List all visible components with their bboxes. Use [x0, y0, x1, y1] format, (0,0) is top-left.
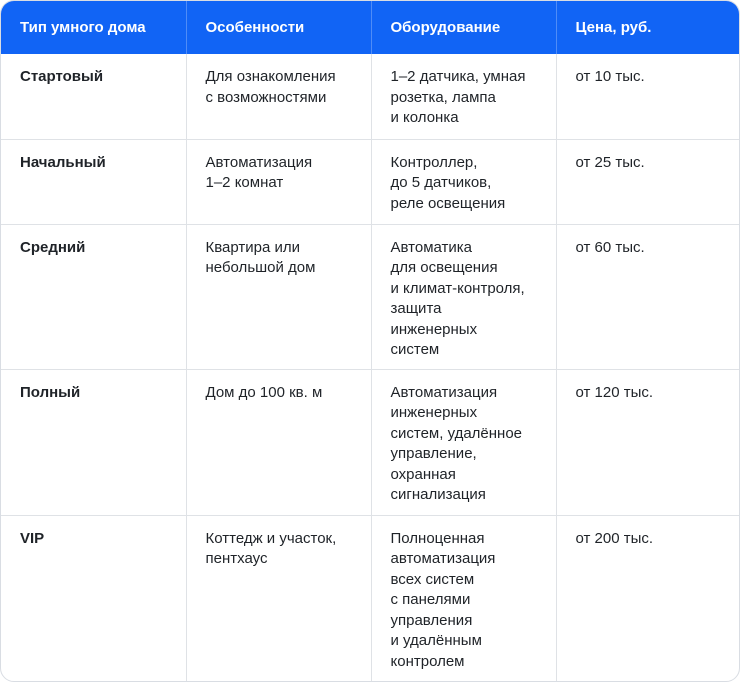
cell-price: от 120 тыс. [556, 369, 739, 515]
cell-features [186, 224, 371, 369]
cell-line: Полноценная [390, 529, 485, 547]
header-equipment: Оборудование [371, 1, 556, 54]
cell-line: и удалённым [390, 632, 482, 649]
table-row [1, 224, 739, 369]
cell-equipment [371, 369, 556, 515]
cell-line: всех систем [390, 570, 475, 588]
cell-line: систем [390, 341, 440, 358]
cell-line: инженерных [390, 404, 478, 421]
cell-equipment [371, 515, 556, 681]
cell-line: охранная [390, 465, 456, 483]
cell-type: Средний [1, 224, 186, 369]
cell-price: от 25 тыс. [556, 139, 739, 224]
cell-line: автоматизация [390, 550, 496, 567]
cell-line: систем, удалённое [390, 424, 523, 442]
header-row [1, 1, 739, 54]
cell-line: Квартира или [205, 238, 301, 256]
table-row [1, 515, 739, 681]
cell-line: до 5 датчиков, [390, 174, 492, 191]
cell-line: защита [390, 300, 442, 317]
cell-line: небольшой дом [205, 259, 316, 276]
table-header [1, 1, 739, 54]
cell-line: управления [390, 611, 473, 629]
cell-line: с панелями [390, 591, 471, 608]
cell-line: Коттедж и участок, [205, 529, 337, 547]
table-row [1, 369, 739, 515]
cell-type: Стартовый [20, 68, 104, 85]
cell-line: Автоматизация [205, 153, 313, 171]
cell-price: от 200 тыс. [556, 515, 739, 681]
cell-line: Для ознакомления [205, 68, 336, 85]
cell-line: сигнализация [390, 486, 486, 503]
cell-line: 1–2 комнат [205, 174, 284, 191]
cell-type: VIP [1, 515, 186, 681]
cell-equipment [371, 139, 556, 224]
cell-features [186, 54, 371, 139]
cell-line: Контроллер, [390, 153, 478, 171]
cell-features [186, 139, 371, 224]
header-price: Цена, руб. [556, 1, 739, 54]
cell-equipment [371, 54, 556, 139]
cell-line: контролем [390, 652, 465, 670]
cell-line: и колонка [390, 109, 459, 126]
cell-features [186, 515, 371, 681]
cell-line: Автоматика [390, 238, 472, 256]
cell-price: от 60 тыс. [556, 224, 739, 369]
cell-line: и климат-контроля, [390, 279, 525, 297]
header-type: Тип умного дома [1, 1, 186, 54]
cell-type: Полный [1, 369, 186, 515]
cell-line: Дом до 100 кв. м [205, 383, 323, 401]
table-body [1, 54, 739, 681]
cell-line: розетка, лампа [390, 88, 496, 106]
cell-line: для освещения [390, 259, 498, 276]
cell-equipment [371, 224, 556, 369]
table-row [1, 54, 739, 139]
cell-line: реле освещения [390, 194, 506, 212]
cell-type: Начальный [1, 139, 186, 224]
cell-line: пентхаус [205, 550, 268, 567]
cell-features [186, 369, 371, 515]
cell-line: Автоматизация [390, 383, 498, 401]
cell-line: инженерных [390, 320, 478, 338]
cell-price: от 10 тыс. [556, 54, 739, 139]
cell-line: 1–2 датчика, умная [390, 68, 526, 85]
cell-line: с возможностями [205, 88, 327, 106]
cell-line: управление, [390, 445, 477, 462]
table-row [1, 139, 739, 224]
smart-home-pricing-table [1, 1, 739, 681]
header-features: Особенности [186, 1, 371, 54]
